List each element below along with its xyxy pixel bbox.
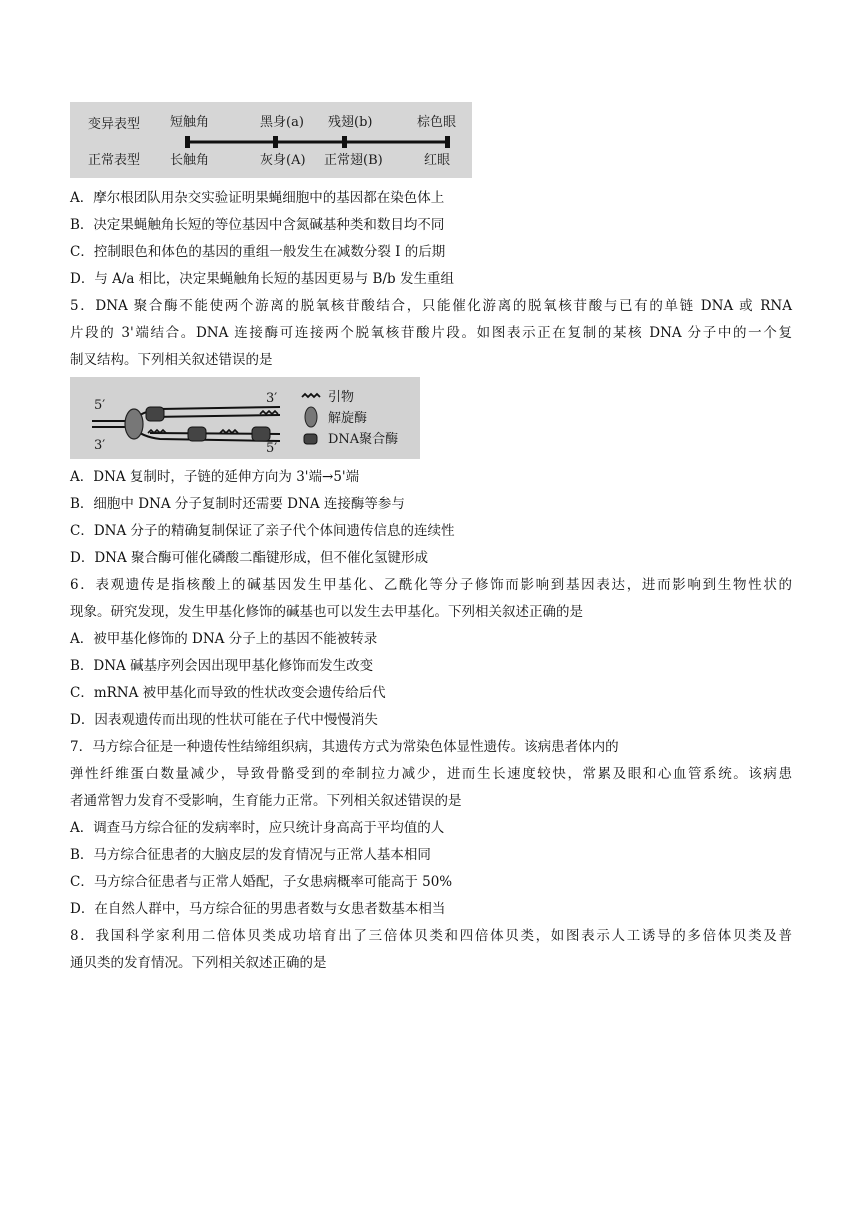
- q7-option-b: B．马方综合征患者的大脑皮层的发育情况与正常人基本相同: [70, 847, 431, 863]
- q7-option-a: A．调查马方综合征的发病率时，应只统计身高高于平均值的人: [70, 820, 445, 836]
- strand-end-label: 5′: [266, 441, 278, 456]
- q4-option-d: D．与 A/a 相比，决定果蝇触角长短的基因更易与 B/b 发生重组: [70, 271, 454, 287]
- strand-end-label: 3′: [266, 391, 278, 406]
- helicase-icon: [125, 409, 143, 439]
- legend-helicase-icon: [305, 407, 317, 427]
- dna-polymerase-icon: [146, 407, 164, 421]
- normal-row-label: 正常表型: [88, 153, 141, 168]
- mutant-trait: 短触角: [170, 115, 210, 130]
- q7-option-d: D．在自然人群中，马方综合征的男患者数与女患者数基本相当: [70, 901, 446, 917]
- q5-option-b: B．细胞中 DNA 分子复制时还需要 DNA 连接酶等参与: [70, 496, 405, 512]
- legend-polymerase-label: DNA聚合酶: [328, 432, 399, 447]
- q4-option-a: A．摩尔根团队用杂交实验证明果蝇细胞中的基因都在染色体上: [70, 190, 445, 206]
- locus-marker: [185, 136, 190, 148]
- q5-stem-line: 5．DNA 聚合酶不能使两个游离的脱氧核苷酸结合，只能催化游离的脱氧核苷酸与已有的单链 DNA 或 RNA: [70, 298, 792, 314]
- q6-option-c: C．mRNA 被甲基化而导致的性状改变会遗传给后代: [70, 685, 386, 701]
- q6-option-a: A．被甲基化修饰的 DNA 分子上的基因不能被转录: [70, 631, 378, 647]
- locus-marker: [342, 136, 347, 148]
- mutant-trait: 残翅(b): [328, 115, 373, 130]
- q8-stem-line: 8．我国科学家利用二倍体贝类成功培育出了三倍体贝类和四倍体贝类，如图表示人工诱导的多倍体贝类及普: [70, 928, 792, 944]
- q5-stem-line: 片段的 3'端结合。DNA 连接酶可连接两个脱氧核苷酸片段。如图表示正在复制的某核 DNA 分子中的一个复: [70, 325, 792, 341]
- q6-option-b: B．DNA 碱基序列会因出现甲基化修饰而发生改变: [70, 658, 374, 674]
- strand-end-label: 3′: [94, 438, 106, 453]
- strand-end-label: 5′: [94, 398, 106, 413]
- locus-marker: [273, 136, 278, 148]
- q5-option-d: D．DNA 聚合酶可催化磷酸二酯键形成，但不催化氢键形成: [70, 550, 428, 566]
- normal-trait: 红眼: [424, 153, 451, 168]
- q5-option-c: C．DNA 分子的精确复制保证了亲子代个体间遗传信息的连续性: [70, 523, 455, 539]
- primer-icon: [260, 411, 278, 414]
- mutant-trait: 黑身(a): [260, 115, 304, 130]
- dna-polymerase-icon: [188, 427, 206, 441]
- legend-helicase-label: 解旋酶: [328, 411, 368, 426]
- normal-trait: 长触角: [170, 153, 210, 168]
- locus-marker: [445, 136, 450, 148]
- q6-stem-line: 现象。研究发现，发生甲基化修饰的碱基也可以发生去甲基化。下列相关叙述正确的是: [70, 604, 583, 620]
- q7-option-c: C．马方综合征患者与正常人婚配，子女患病概率可能高于 50%: [70, 874, 453, 890]
- dna-polymerase-icon: [252, 427, 270, 441]
- q8-stem-line: 通贝类的发育情况。下列相关叙述正确的是: [70, 955, 327, 971]
- gene-map-figure: [70, 102, 472, 178]
- normal-trait: 正常翅(B): [324, 153, 383, 168]
- q6-stem-line: 6．表观遗传是指核酸上的碱基因发生甲基化、乙酰化等分子修饰而影响到基因表达，进而影响到生物性状的: [70, 577, 792, 593]
- mutant-row-label: 变异表型: [88, 117, 141, 132]
- q4-option-b: B．决定果蝇触角长短的等位基因中含氮碱基种类和数目均不同: [70, 217, 445, 233]
- daughter-strand: [150, 415, 280, 417]
- legend-primer-icon: [302, 394, 320, 397]
- q6-option-d: D．因表观遗传而出现的性状可能在子代中慢慢消失: [70, 712, 378, 728]
- q7-stem-line: 者通常智力发育不受影响，生育能力正常。下列相关叙述错误的是: [70, 793, 462, 809]
- mutant-trait: 棕色眼: [417, 115, 457, 130]
- q7-stem-line: 弹性纤维蛋白数量减少，导致骨骼受到的牵制拉力减少，进而生长速度较快，常累及眼和心血管系统。该病患: [70, 766, 792, 782]
- q5-stem-line: 制叉结构。下列相关叙述错误的是: [70, 352, 273, 368]
- q7-stem-line: 7．马方综合征是一种遗传性结缔组织病，其遗传方式为常染色体显性遗传。该病患者体内的: [70, 739, 619, 755]
- legend-polymerase-icon: [304, 434, 317, 444]
- q5-option-a: A．DNA 复制时，子链的延伸方向为 3'端→5'端: [70, 469, 360, 485]
- normal-trait: 灰身(A): [260, 153, 306, 168]
- replication-fork-figure: [70, 377, 420, 459]
- legend-primer-label: 引物: [328, 390, 355, 405]
- primer-icon: [220, 430, 238, 433]
- q4-option-c: C．控制眼色和体色的基因的重组一般发生在减数分裂 I 的后期: [70, 244, 446, 260]
